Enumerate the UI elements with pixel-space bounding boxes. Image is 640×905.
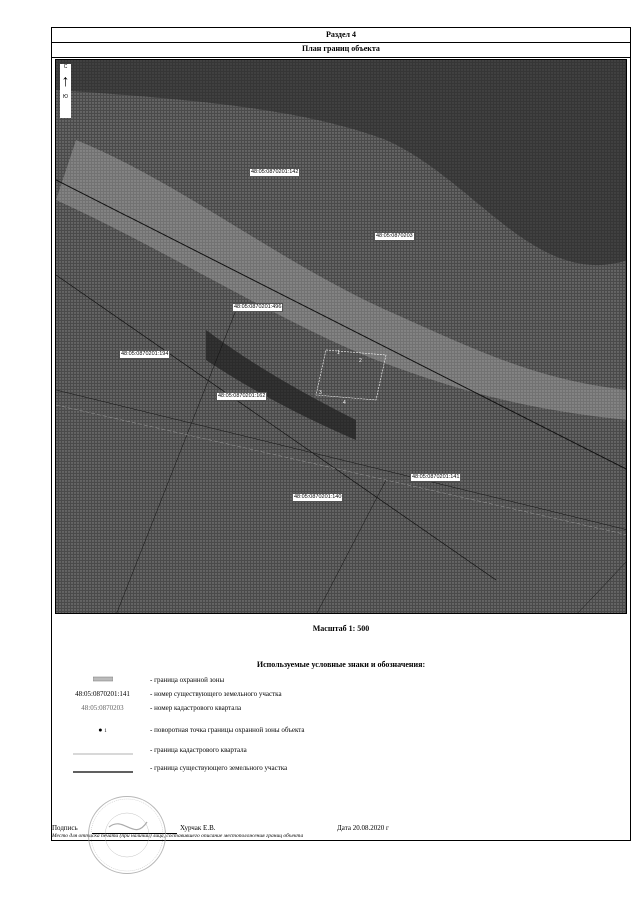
signature-stroke xyxy=(109,822,147,830)
legend-item xyxy=(52,676,632,690)
parcel-label: 48:05:0870201:142 xyxy=(251,169,299,175)
signer-name: Хурчак Е.В. xyxy=(180,824,216,832)
legend-symbol xyxy=(60,750,145,758)
turning-point: 4 xyxy=(343,400,346,406)
legend-symbol xyxy=(60,768,145,776)
north-label: С xyxy=(63,64,68,70)
legend-text: - поворотная точка границы охранной зоны объекта xyxy=(150,726,305,734)
stamp-note: Место для оттиска печати (при наличии) лица, составившего описание местоположения границ объекта xyxy=(52,833,304,839)
section-header: Раздел 4 xyxy=(52,28,630,43)
page-title: План границ объекта xyxy=(52,42,630,58)
legend-item xyxy=(52,690,632,704)
legend-text: - граница охранной зоны xyxy=(150,676,225,684)
legend-symbol: ● 1 xyxy=(98,726,107,734)
map-graphics xyxy=(56,60,627,614)
quarter-label: 48:05:0870203 xyxy=(376,233,413,239)
parcel-label: 48:05:0870201:194 xyxy=(121,351,169,357)
signature-label: Подпись xyxy=(52,824,78,832)
legend-item xyxy=(52,746,632,760)
legend-text: - номер кадастрового квартала xyxy=(150,704,242,712)
parcel-label: 48:05:0870201:162 xyxy=(218,393,266,399)
point-number: 1 xyxy=(104,729,107,734)
legend-item xyxy=(52,764,632,778)
legend-symbol: 48:05:0870201:141 xyxy=(75,690,130,698)
turning-point: 3 xyxy=(319,390,322,396)
arrow-icon: ↑ xyxy=(61,73,70,90)
turning-point: 1 xyxy=(337,350,340,356)
legend-title: Используемые условные знаки и обозначения: xyxy=(256,660,426,669)
stamp-seal xyxy=(88,796,166,874)
parcel-label: 48:05:0870201:141 xyxy=(412,474,460,480)
north-arrow xyxy=(60,64,71,118)
legend-symbol xyxy=(60,676,145,684)
legend-text: - граница существующего земельного участка xyxy=(150,764,288,772)
parcel-label: 48:05:0870201:140 xyxy=(294,494,342,500)
legend-symbol: 48:05:0870203 xyxy=(81,704,124,712)
map-image xyxy=(55,59,627,614)
south-label: Ю xyxy=(62,94,69,100)
legend-text: - граница кадастрового квартала xyxy=(150,746,247,754)
date: Дата 20.08.2020 г xyxy=(337,824,389,832)
legend-text: - номер существующего земельного участка xyxy=(150,690,282,698)
legend-item xyxy=(52,704,632,718)
document-frame xyxy=(51,27,631,841)
turning-point: 2 xyxy=(359,358,362,364)
parcel-label: 48:05:0870201:496 xyxy=(234,304,282,310)
legend-item xyxy=(52,726,632,740)
map-scale: Масштаб 1: 500 xyxy=(312,624,370,633)
